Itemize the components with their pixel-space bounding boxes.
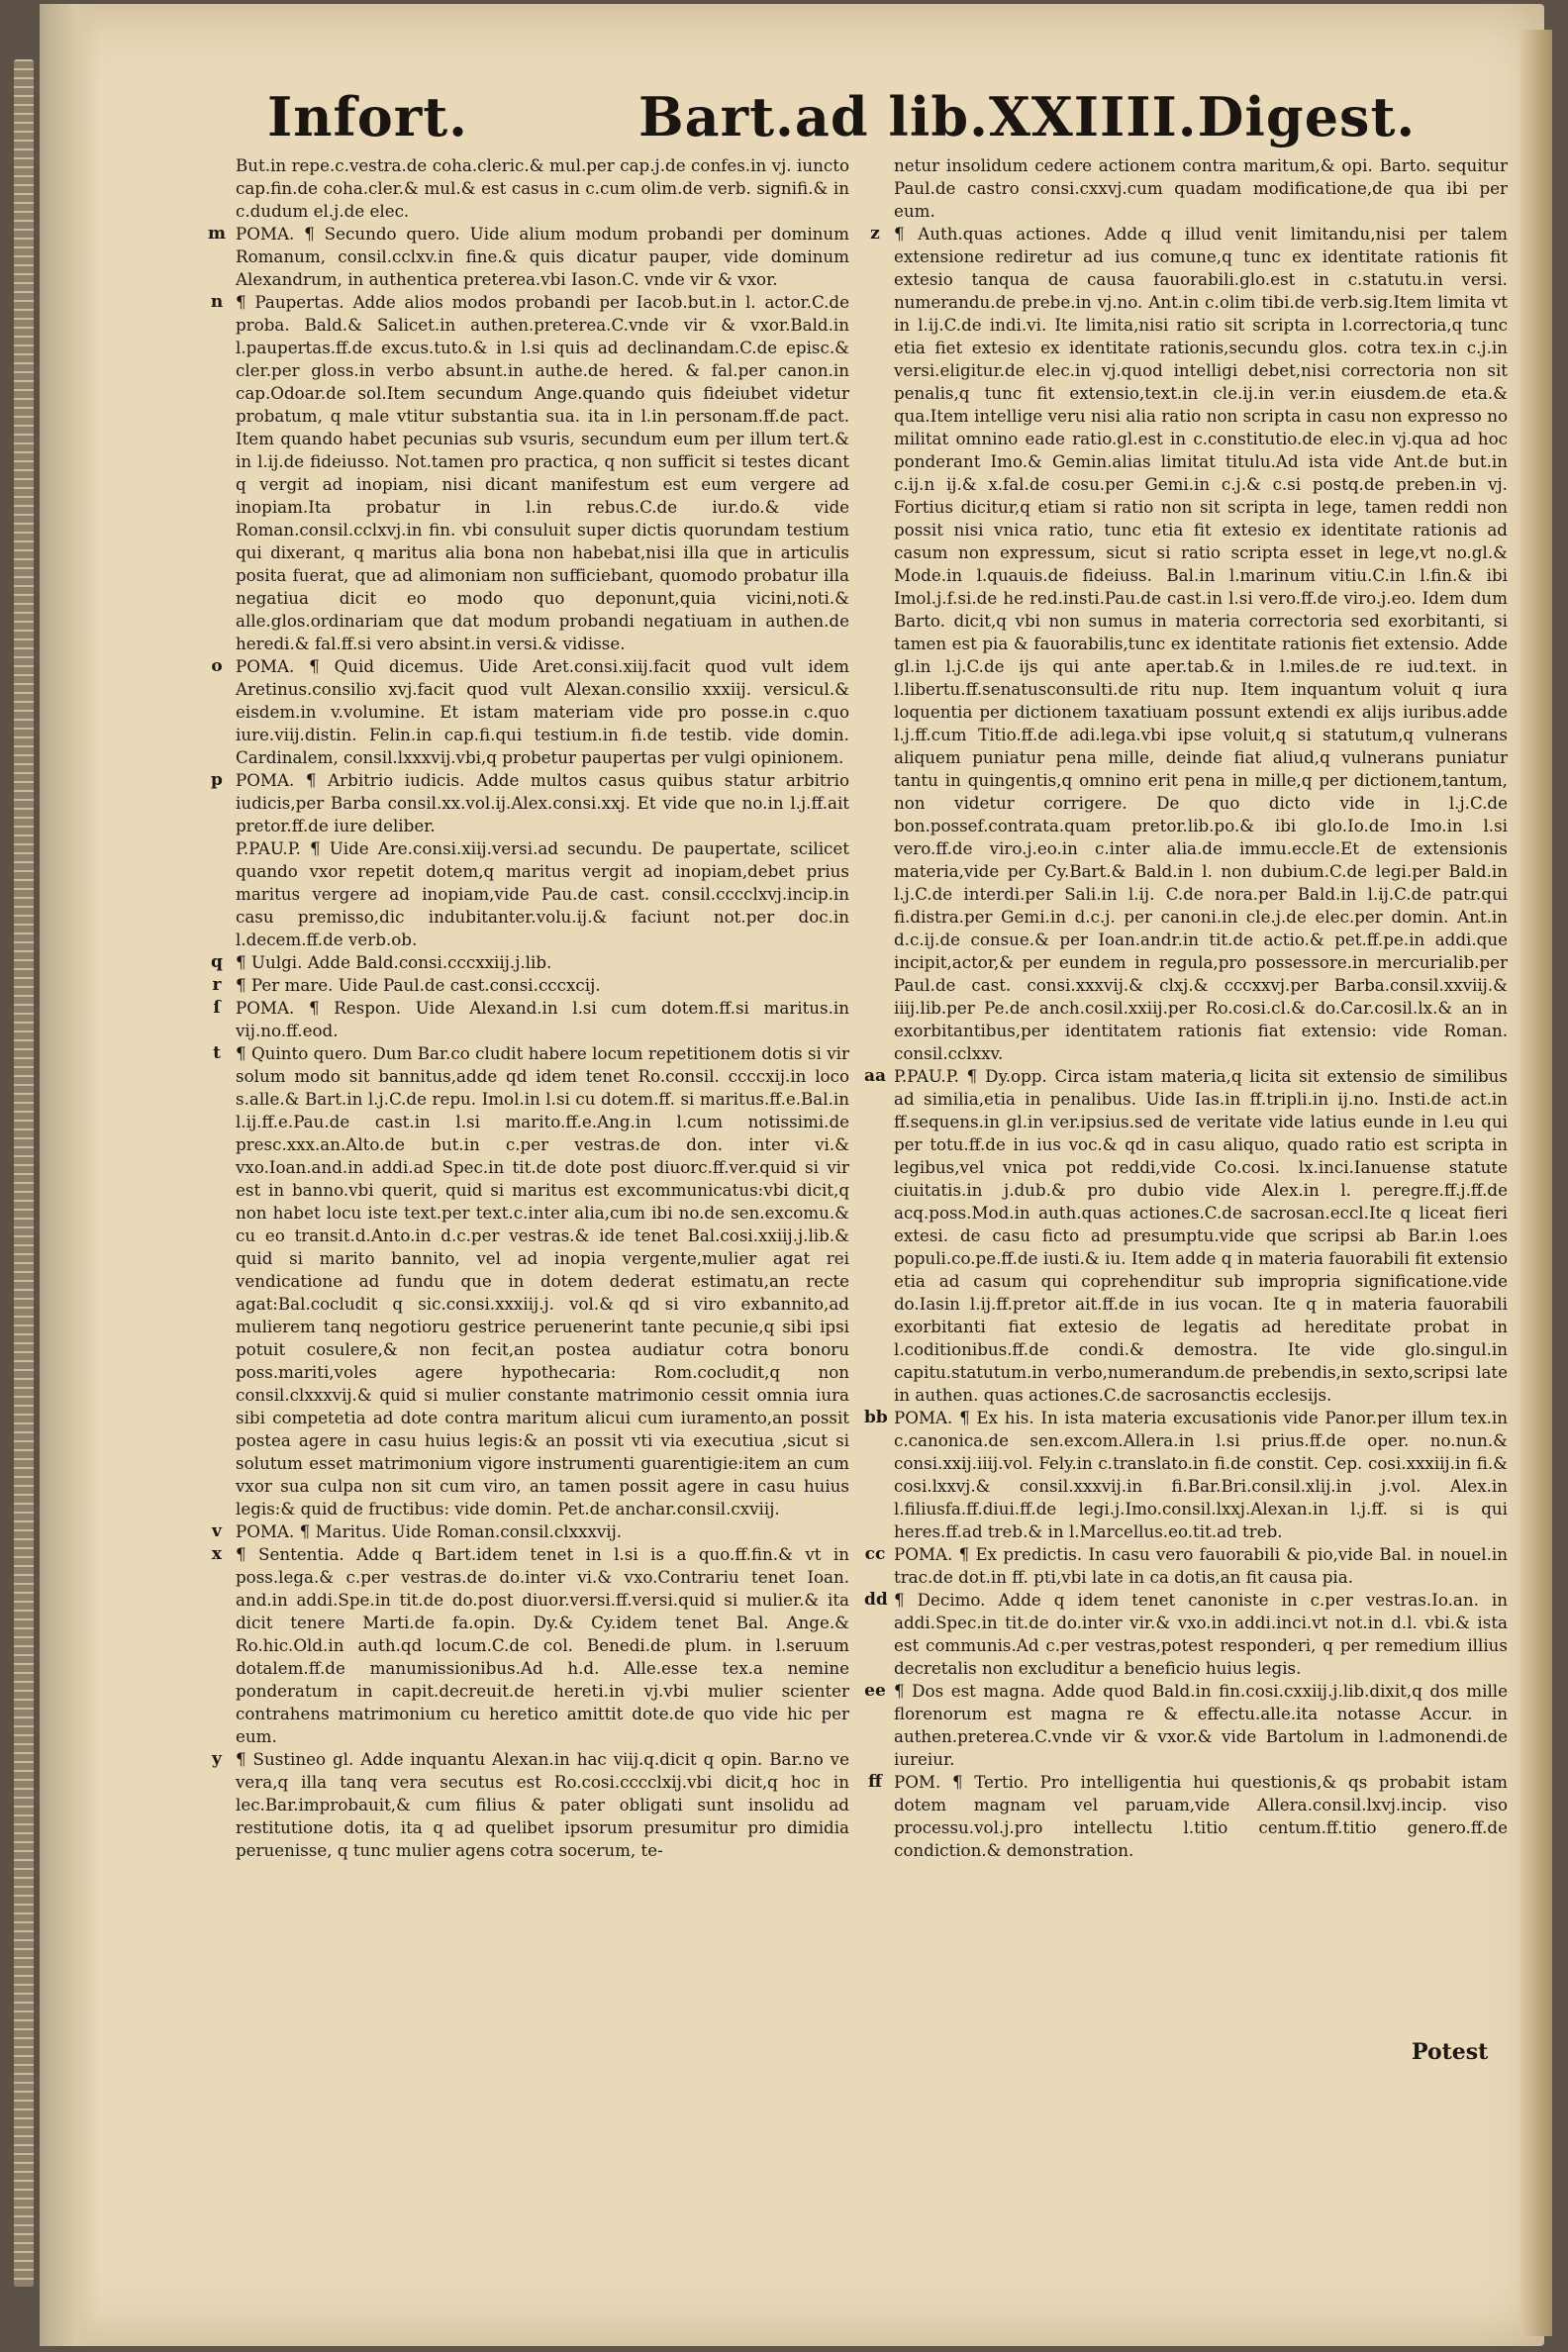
commentary-entry	[864, 1407, 1508, 1543]
running-head-right: Bart.ad lib.XXIIII.Digest.	[638, 85, 1417, 148]
margin-marker: ff	[868, 1772, 882, 1792]
commentary-entry	[210, 291, 849, 655]
entry-text: ¶ Auth.quas actiones. Adde q illud venit limitandu,nisi per talem extensione rediretur ad ius comune,q tunc ex identitate rationis fit extesio tanqua de causa fauorabili.glo.est in c.statutu.in versi. numerandu.de prebe.in vj.no. Ant.in c.olim tibi.de verb.sig.Item limita vt in l.ij.C.de indi.vi. Ite limita,nisi ratio sit scripta in l.correctoria,q tunc etia fiet extesio ex identitate rationis,secundu glos. cotra tex.in c.j.in versi.eligitur.de elec.in vj.quod intelligi debet,nisi correctoria non sit penalis,q tunc fit extensio,text.in cle.ij.in ver.in eiusdem.de eta.& qua.Item intellige veru nisi alia ratio non scripta in casu non expresso no militat omnino eade ratio.gl.est in c.constitutio.de elec.in vj.qua ad hoc ponderant Imo.& Gemin.alias limitat titulu.Ad ista vide Ant.de but.in c.ij.n ij.& x.fal.de cosu.per Gemi.in c.j.& c.si postq.de preben.in vj. Fortius dicitur,q etiam si ratio non sit scripta in lege, tamen reddi non possit nisi vnica ratio, tunc etia fit extesio ex identitate rationis ad casum non expressum, sicut si ratio scripta esset in lege,vt no.gl.& Mode.in l.quauis.de fideiuss. Bal.in l.marinum vitiu.C.in l.fin.& ibi Imol.j.f.si.de he red.insti.Pau.de cast.in l.si vero.ff.de viro.j.eo. Idem dum Barto. dicit,q vbi non sumus in materia correctoria sed exorbitanti, si tamen est pia & fauorabilis,tunc ex identitate rationis fiet extensio. Adde gl.in l.j.C.de ijs qui ante aper.tab.& in l.miles.de re iud.text. in l.libertu.ff.senatusconsulti.de ritu nup. Item inquantum voluit q iura loquentia per dictionem taxatiuam possunt extendi ex alijs iuribus.adde l.j.ff.cum Titio.ff.de adi.lega.vbi ipse voluit,q si statutum,q vulnerans aliquem puniatur pena mille, deinde fiat aliud,q vulnerans puniatur tantu in quingentis,q omnino erit pena in mille,q per dictionem,tantum, non videtur corrigere. De quo dicto vide in l.j.C.de bon.possef.contrata.quam pretor.lib.po.& ibi glo.Io.de Imo.in l.si vero.ff.de viro.j.eo.in c.inter alia.de immu.eccle.Et de extensionis materia,vide per Cy.Bart.& Bald.in l. non dubium.C.de legi.per Bald.in l.j.C.de interdi.per Sali.in l.ij. C.de nora.per Bald.in l.ij.C.de patr.qui fi.distra.per Gemi.in d.c.j. per canoni.in cle.j.de elec.per domin. Ant.in d.c.ij.de consue.& per Ioan.andr.in tit.de actio.& pet.ff.pe.in addi.que incipit,actor,& per eundem in regula,pro possessore.in mercurialib.per Paul.de cast. consi.xxxvij.& clxj.& cccxxvj.per Barba.consil.xxviij.& iiij.lib.per Pe.de anch.cosil.xxiij.per Ro.cosi.cl.& do.Car.cosil.lx.& an in exorbitantibus,per identitatem rationis fiat extensio: vide Roman. consil.cclxxv.	[894, 224, 1508, 1063]
margin-marker: y	[212, 1749, 222, 1769]
entry-text: ¶ Decimo. Adde q idem tenet canoniste in c.per vestras.Io.an. in addi.Spec.in tit.de do.inter vir.& vxo.in addi.inci.vt not.in d.l. vbi.& ista est communis.Ad c.per vestras,potest responderi, q per remedium illius decretalis non excluditur a beneficio huius legis.	[894, 1590, 1508, 1678]
entry-text: ¶ Dos est magna. Adde quod Bald.in fin.cosi.cxxiij.j.lib.dixit,q dos mille florenorum est magna re & effectu.alle.ita notasse Accur. in authen.preterea.C.vnde vir & vxor.& vide Bartolum in l.admonendi.de iureiur.	[894, 1681, 1508, 1769]
binding-gutter	[40, 4, 99, 2346]
commentary-entry	[211, 769, 849, 837]
margin-marker: m	[208, 224, 226, 244]
commentary-entry	[213, 997, 849, 1042]
entry-text: POMA. ¶ Ex his. In ista materia excusationis vide Panor.per illum tex.in c.canonica.de sen.excom.Allera.in l.si prius.ff.de oper. no.nun.& consi.xxij.iiij.vol. Fely.in c.translato.in fi.de constit. Cep. cosi.xxxiij.in fi.& cosi.lxxvj.& consil.xxxvij.in fi.Bar.Bri.consil.xlij.in j.vol. Alex.in l.filiusfa.ff.diui.ff.de legi.j.Imo.consil.lxxj.Alexan.in l.j.ff. si is qui heres.ff.ad treb.& in l.Marcellus.eo.tit.ad treb.	[894, 1408, 1508, 1541]
commentary-entry	[211, 951, 849, 974]
entry-text: P.PAU.P. ¶ Dy.opp. Circa istam materia,q licita sit extensio de similibus ad similia,etia in penalibus. Uide Ias.in ff.tripli.in ij.no. Insti.de act.in ff.sequens.in gl.in ver.ipsius.sed de veritate vide latius eunde in l.eu qui per totu.ff.de in ius voc.& qd in casu aliquo, quado ratio est scripta in legibus,vel vnica pot reddi,vide Co.cosi. lx.inci.Ianuense statute ciuitatis.in j.dub.& pro dubio vide Alex.in l. peregre.ff.j.ff.de acq.poss.Mod.in auth.quas actiones.C.de sacrosan.eccl.Ite q liceat fieri extesi. de casu ficto ad presumptu.vide que scripsi ab Bar.in l.oes populi.co.pe.ff.de iusti.& iu. Item adde q in materia fauorabili fit extensio etia ad casum qui coprehenditur sub impropria significatione.vide do.Iasin l.ij.ff.pretor ait.ff.de in ius vocan. Ite q in materia fauorabili exorbitanti fiat extesio de legatis ad hereditate probat in l.coditionibus.ff.de condi.& demostra. Ite vide glo.singul.in capitu.statutum.in verbo,numerandum.de prebendis,in sexto,scripsi late in authen. quas actiones.C.de sacrosanctis ecclesijs.	[894, 1066, 1508, 1405]
commentary-entry	[864, 1543, 1508, 1589]
margin-marker: bb	[864, 1408, 888, 1427]
entry-text: ¶ Sustineo gl. Adde inquantu Alexan.in hac viij.q.dicit q opin. Bar.no ve vera,q illa tanq vera secutus est Ro.cosi.cccclxij.vbi dicit,q hoc in lec.Bar.improbauit,& cum filius & pater obligati sunt insolidu ad restitutione dotis, ita q ad quelibet ipsorum presumitur pro dimidia peruenisse, q tunc mulier agens cotra socerum, te-	[236, 1749, 849, 1860]
entry-text: ¶ Uulgi. Adde Bald.consi.cccxxiij.j.lib.	[236, 952, 552, 972]
margin-marker: ee	[864, 1681, 886, 1701]
commentary-entry	[208, 223, 849, 291]
commentary-entry	[211, 655, 849, 769]
commentary-entry	[864, 1589, 1508, 1680]
entry-text: POMA. ¶ Arbitrio iudicis. Adde multos casus quibus statur arbitrio iudicis,per Barba consil.xx.vol.ij.Alex.consi.xxj. Et vide que no.in l.j.ff.ait pretor.ff.de iure deliber.	[236, 770, 849, 835]
entry-text: ¶ Sententia. Adde q Bart.idem tenet in l.si is a quo.ff.fin.& vt in poss.lega.& c.per vestras.de do.inter vi.& vxo.Contrariu tenet Ioan. and.in addi.Spe.in tit.de do.post diuor.versi.ff.versi.quid si mulier.& ita dicit tenere Marti.de fa.opin. Dy.& Cy.idem tenet Bal. Ange.& Ro.hic.Old.in auth.qd locum.C.de col. Benedi.de plum. in l.seruum dotalem.ff.de manumissionibus.Ad h.d. Alle.esse tex.a nemine ponderatum in capit.decreuit.de hereti.in vj.vbi mulier scienter contrahens matrimonium cu heretico amittit dote.de quo vide hic per eum.	[236, 1544, 849, 1746]
entry-text: netur insolidum cedere actionem contra maritum,& opi. Barto. sequitur Paul.de castro consi.cxxvj.cum quadam modificatione,de qua ibi per eum.	[894, 155, 1508, 221]
entry-text: POMA. ¶ Secundo quero. Uide alium modum probandi per dominum Romanum, consil.cclxv.in fine.& quis dicatur pauper, vide dominum Alexandrum, in authentica preterea.vbi Iason.C. vnde vir & vxor.	[236, 224, 849, 289]
commentary-entry	[236, 837, 849, 951]
margin-marker: z	[870, 224, 880, 244]
commentary-entry	[236, 154, 849, 223]
entry-text: ¶ Paupertas. Adde alios modos probandi per Iacob.but.in l. actor.C.de proba. Bald.& Salicet.in authen.preterea.C.vnde vir & vxor.Bald.in l.paupertas.ff.de excus.tuto.& in l.si quis ad declinandam.C.de episc.& cler.per gloss.in verbo absunt.in authe.de hered. & fal.per canon.in cap.Odoar.de sol.Item secundum Ange.quando quis fideiubet videtur probatum, q male vtitur substantia sua. ita in l.in personam.ff.de pact. Item quando habet pecunias sub vsuris, secundum eum per illum tert.& in l.ij.de fideiusso. Not.tamen pro practica, q non sufficit si testes dicant q vergit ad inopiam, nisi dicant manifestum est eum vergere ad inopiam.Ita probatur in l.in rebus.C.de iur.do.& vide Roman.consil.cclxvj.in fin. vbi consuluit super dictis quorundam testium qui dixerant, q maritus alia bona non habebat,nisi illa que in articulis posita fuerat, que ad alimoniam non sufficiebant, quomodo probatur illa negatiua dicit eo modo quo deponunt,quia vicini,noti.& alle.glos.ordinariam que dat modum probandi negatiuam in authen.de heredi.& fal.ff.si vero absint.in versi.& vidisse.	[236, 292, 849, 653]
margin-marker: t	[213, 1043, 221, 1063]
catchword: Potest	[1412, 2039, 1489, 2065]
margin-marker: q	[211, 952, 223, 972]
margin-marker: dd	[864, 1590, 888, 1610]
margin-marker: cc	[864, 1544, 886, 1564]
commentary-entry	[868, 1771, 1508, 1862]
margin-marker: ſ	[213, 998, 221, 1018]
entry-text: POMA. ¶ Quid dicemus. Uide Aret.consi.xiij.facit quod vult idem Aretinus.consilio xvj.facit quod vult Alexan.consilio xxxiij. versicul.& eisdem.in v.volumine. Et istam materiam vide pro posse.in c.quo iure.viij.distin. Felin.in cap.fi.qui testium.in fi.de testib. vide domin. Cardinalem, consil.lxxxvij.vbi,q probetur paupertas per vulgi opinionem.	[236, 656, 849, 767]
commentary-entry	[864, 1680, 1508, 1771]
commentary-entry	[870, 223, 1508, 1065]
commentary-entry	[211, 1543, 849, 1748]
entry-text: P.PAU.P. ¶ Uide Are.consi.xiij.versi.ad secundu. De paupertate, scilicet quando vxor repetit dotem,q maritus vergit ad inopiam,debet prius maritus vergere ad inopiam,vide Pau.de cast. consil.cccclxvj.incip.in casu premisso,dic indubitanter.volu.ij.& faciunt not.per doc.in l.decem.ff.de verb.ob.	[236, 838, 849, 949]
entry-text: POMA. ¶ Respon. Uide Alexand.in l.si cum dotem.ff.si maritus.in vij.no.ff.eod.	[236, 998, 849, 1040]
margin-marker: o	[211, 656, 223, 676]
margin-marker: x	[211, 1544, 223, 1564]
entry-text: But.in repe.c.vestra.de coha.cleric.& mul.per cap.j.de confes.in vj. iuncto cap.fin.de coha.cler.& mul.& est casus in c.cum olim.de verb. signifi.& in c.dudum el.j.de elec.	[236, 155, 849, 221]
right-column	[864, 154, 1508, 1862]
entry-text: POMA. ¶ Ex predictis. In casu vero fauorabili & pio,vide Bal. in nouel.in trac.de dot.in ff. pti,vbi late in ca dotis,an fit causa pia.	[894, 1544, 1508, 1587]
commentary-entry	[864, 1065, 1508, 1407]
page-fore-edge	[1520, 30, 1552, 2336]
margin-marker: p	[211, 770, 223, 790]
running-head-left: Infort.	[267, 85, 468, 148]
entry-text: ¶ Per mare. Uide Paul.de cast.consi.cccxcij.	[236, 975, 601, 995]
page-edge-shadow	[14, 59, 34, 2287]
entry-text: POM. ¶ Tertio. Pro intelligentia hui questionis,& qs probabit istam dotem magnam vel paruam,vide Allera.consil.lxvj.incip. viso processu.vol.j.pro intellectu l.titio centum.ff.titio genero.ff.de condiction.& demonstration.	[894, 1772, 1508, 1860]
commentary-entry	[213, 1042, 849, 1520]
margin-marker: n	[210, 292, 224, 312]
entry-text: ¶ Quinto quero. Dum Bar.co cludit habere locum repetitionem dotis si vir solum modo sit bannitus,adde qd idem tenet Ro.consil. ccccxij.in loco s.alle.& Bart.in l.j.C.de repu. Imol.in l.si cu dotem.ff. si maritus.ff.e.Bal.in l.ij.ff.e.Pau.de cast.in l.si marito.ff.e.Ang.in l.cum notissimi.de presc.xxx.an.Alto.de but.in c.per vestras.de don. inter vi.& vxo.Ioan.and.in addi.ad Spec.in tit.de dote post diuorc.ff.ver.quid si vir est in banno.vbi querit, quid si maritus est excommunicatus:vbi dicit,q non habet locu iste text.per text.c.inter alia,cum ibi no.de sen.excomu.& cu eo transit.d.Anto.in d.c.per vestras.& ide tenet Bal.cosi.xxiij.j.lib.& quid si marito bannito, vel ad inopia vergente,mulier agat rei vendicatione ad fundu que in dotem dederat estimatu,an recte agat:Bal.cocludit q sic.consi.xxxiij.j. vol.& qd si viro exbannito,ad mulierem tanq negotioru gestrice peruenerint tante pecunie,q sibi ipsi potuit cosulere,& non fecit,an postea audiatur cotra bonoru poss.mariti,voles agere hypothecaria: Rom.cocludit,q non consil.clxxxvij.& quid si mulier constante matrimonio cessit omnia iura sibi competetia ad dote contra maritum alicui cum iuramento,an possit postea agere in casu huius legis:& an possit vti via executiua ,sicut si solutum esset matrimonium vigore instrumenti guarentigie:item an cum vxor sua culpa non sit cum viro, an tamen possit agere in casu huius legis:& quid de fructibus: vide domin. Pet.de anchar.consil.cxviij.	[236, 1043, 849, 1519]
margin-marker: v	[212, 1521, 222, 1541]
left-column	[208, 154, 849, 1862]
commentary-entry	[212, 974, 849, 997]
commentary-entry	[894, 154, 1508, 223]
commentary-entry	[212, 1748, 849, 1862]
commentary-entry	[212, 1520, 849, 1543]
margin-marker: r	[212, 975, 222, 995]
running-head	[267, 85, 1417, 154]
entry-text: POMA. ¶ Maritus. Uide Roman.consil.clxxxvij.	[236, 1521, 623, 1541]
margin-marker: aa	[864, 1066, 887, 1086]
